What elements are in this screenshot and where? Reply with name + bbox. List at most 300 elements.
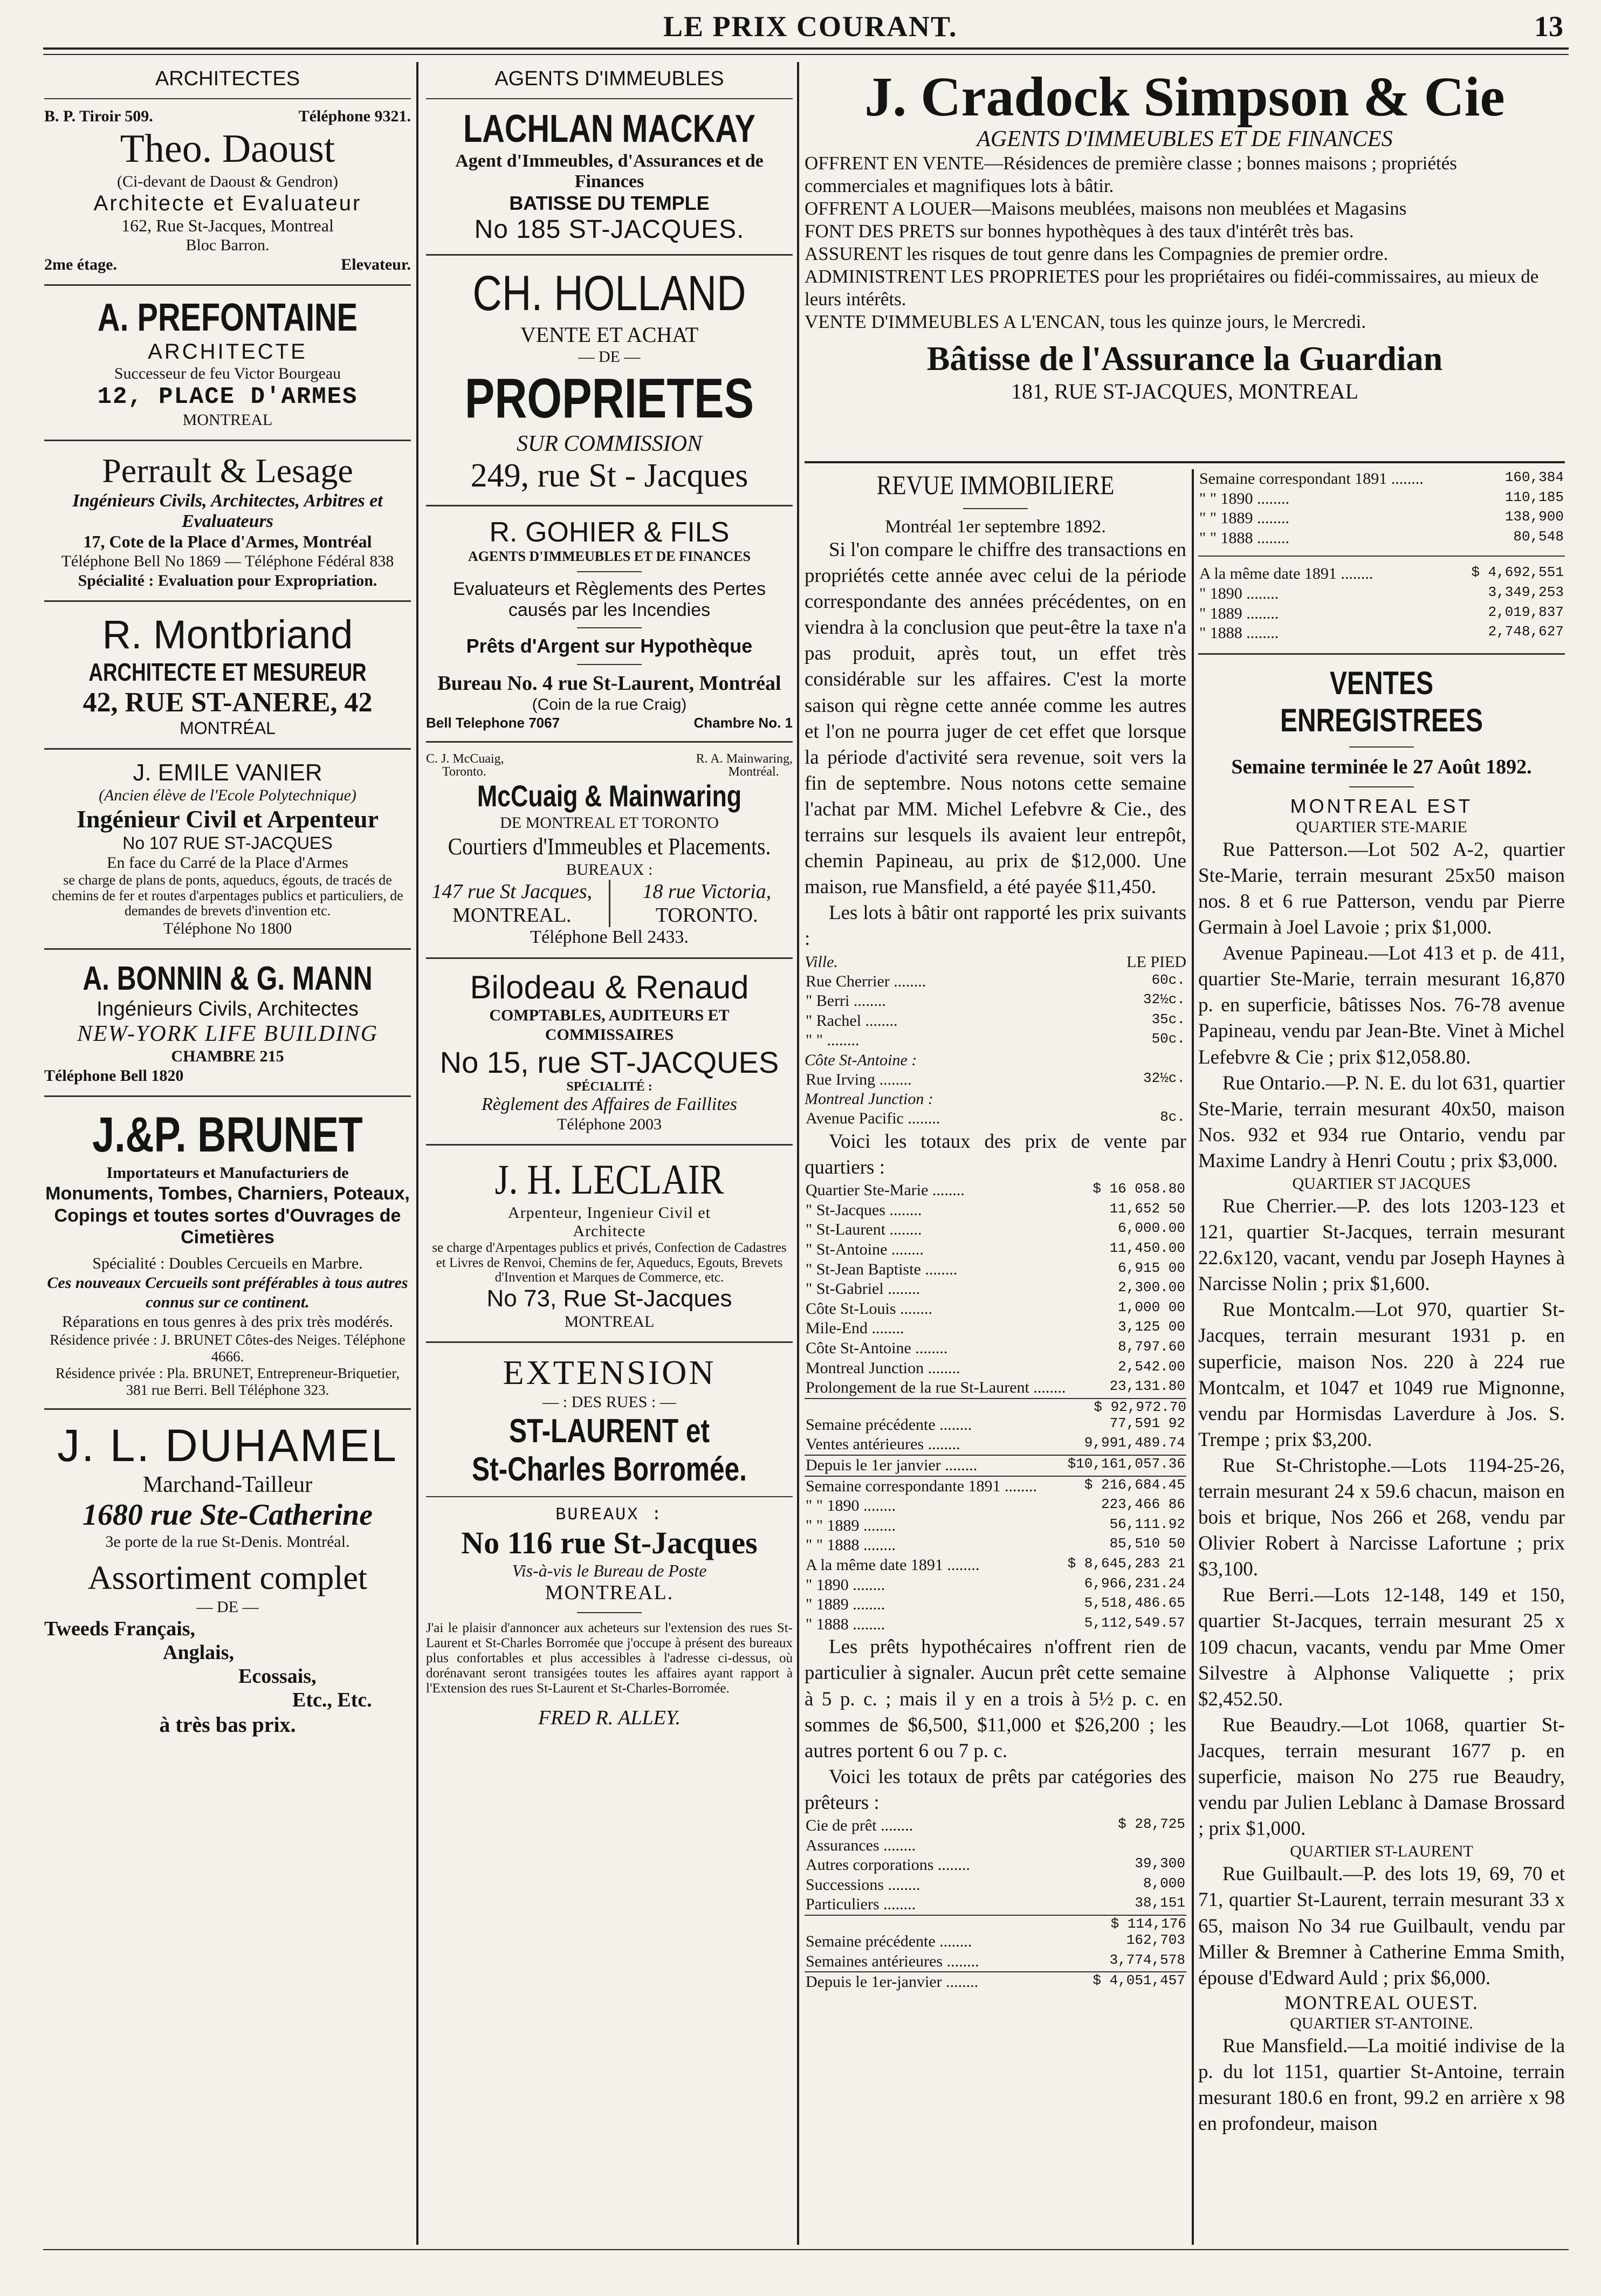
ad-leclair <box>426 1155 793 1332</box>
ad-tweeds-1: Tweeds Français, <box>44 1618 196 1641</box>
ad-address: 42, RUE ST-ANERE, 42 <box>83 687 373 718</box>
revue-paragraph-1: Si l'on compare le chiffre des transactions en propriétés cette année avec celui de la période correspondante des années précédentes, on en viendra à la conclusion que peut-être la taxe n'a pas produit, après tout, un effet très considérable sur les affaires. C'est la morte saison qui règne cette année comme les autres et l'on ne pourra juger de cet effet que lorsque la période d'activité sera revenue, soit vers la fin de septembre. Nous notons cette semaine l'achat par MM. Michel Lefebvre & Cie., des terrains sur lesquels ils avaient leur entrepôt, chemin Papineau, au prix de $12,000. Une maison, rue Mansfield, a été payée $11,450. <box>805 539 1186 899</box>
table-row <box>805 1972 1186 1992</box>
ad-title: Ingénieurs Civils, Architectes <box>97 997 359 1020</box>
partner-2: R. A. Mainwaring, <box>696 752 793 766</box>
divider <box>44 440 411 441</box>
row-value: 2,542.00 <box>1118 1358 1185 1375</box>
divider <box>577 571 642 572</box>
ad-building: NEW-YORK LIFE BUILDING <box>77 1021 379 1046</box>
row-label: Cie de prêt ........ <box>806 1816 913 1834</box>
correspondante-table <box>805 1477 1186 1555</box>
row-label: A la même date 1891 ........ <box>1199 565 1373 583</box>
table-row <box>805 1415 1186 1435</box>
table-row <box>805 1855 1186 1875</box>
divider <box>426 98 793 99</box>
sale-entry: Avenue Papineau.—Lot 413 et p. de 411, quartier Ste-Marie, terrain mesurant 16,870 p. en superficie, bâtisses Nos. 76-78 avenue Papineau, vendu par Jean-Bte. Vinet à Michel Lefebvre & Cie ; prix $12,058.80. <box>1198 942 1565 1068</box>
ad-address: No 116 rue St-Jacques <box>461 1525 758 1560</box>
ad-tweeds-4: Etc., Etc. <box>292 1689 372 1712</box>
ad-location: En face du Carré de la Place d'Armes <box>107 854 348 872</box>
column-rule-2 <box>797 62 799 2245</box>
ad-title: Architecte et Evaluateur <box>93 191 362 216</box>
revue-paragraph-4: Les prêts hypothécaires n'offrent rien de particulier à signaler. Aucun prêt cette semaine à 5 p. c. ; mais il y en a trois à 5½ p. c. en sommes de $6,500, $11,000 et $26,200 ; les autres portent 6 ou 7 p. c. <box>805 1636 1186 1762</box>
preteurs-precedent-table <box>805 1932 1186 1971</box>
ad-name: McCuaig & Mainwaring <box>477 779 742 813</box>
row-value: 1,000 00 <box>1118 1299 1185 1315</box>
quartier-heading: QUARTIER ST-ANTOINE. <box>1290 2014 1473 2032</box>
row-label: Semaine correspondant 1891 ........ <box>1199 470 1424 488</box>
ad-line-4: ASSURENT les risques de tout genre dans les Compagnies de premier ordre. <box>805 243 1389 265</box>
table-row <box>805 1615 1186 1635</box>
ad-former: (Ci-devant de Daoust & Gendron) <box>117 173 338 191</box>
row-value: 6,966,231.24 <box>1084 1575 1185 1592</box>
address-2: 18 rue Victoria, <box>642 880 772 903</box>
ad-corner: (Coin de la rue Craig) <box>532 696 687 714</box>
table-row <box>805 1109 1186 1129</box>
section-heading: VENTES ENREGISTREES <box>1280 664 1483 738</box>
ad-title-2: Architecte <box>573 1222 646 1240</box>
row-value: 3,774,578 <box>1109 1951 1185 1968</box>
table-row <box>1198 584 1565 604</box>
ad-line1: Importateurs et Manufacturiers de <box>106 1163 349 1182</box>
table-row <box>1198 509 1565 529</box>
table-row <box>805 1455 1186 1476</box>
ad-residence-2: Résidence privée : Pla. BRUNET, Entrepreneur-Briquetier, 381 rue Berri. Bell Téléphone 323. <box>55 1365 400 1399</box>
sale-entry: Rue Montcalm.—Lot 970, quartier St-Jacques, terrain mesurant 1931 p. en superficie, maison Nos. 220 à 224 rue Montcalm, et 1047 et 1049 rue Mignonne, vendu par Hormisdas Laverdure à Jos. S. Trempe ; prix $3,200. <box>1198 1299 1565 1451</box>
ad-title: ARCHITECTE ET MESUREUR <box>88 658 367 687</box>
table-row <box>1198 529 1565 549</box>
divider <box>577 664 642 665</box>
column-rule-3 <box>1192 469 1194 2245</box>
section-heading: REVUE IMMOBILIERE <box>876 470 1115 500</box>
preteurs-total: $ 114,176 <box>805 1915 1186 1932</box>
table-row <box>805 1435 1186 1455</box>
table-row <box>805 1220 1186 1240</box>
row-label: " " ........ <box>806 1031 860 1050</box>
depuis-table <box>805 1455 1186 1477</box>
table-row <box>1198 604 1565 624</box>
ad-address: No 15, rue ST-JACQUES <box>439 1045 779 1080</box>
row-value: 8c. <box>1160 1109 1185 1126</box>
row-value: 2,748,627 <box>1488 623 1564 640</box>
ad-city: MONTREAL <box>182 411 273 429</box>
ad-name: CH. HOLLAND <box>472 266 746 321</box>
ad-line-5: ADMINISTRENT LES PROPRIETES pour les propriétaires ou fidéi-commissaires, au mieux de leurs intérêts. <box>805 266 1539 310</box>
ad-signature: FRED R. ALLEY. <box>538 1706 681 1729</box>
page-number: 13 <box>1534 10 1563 43</box>
row-value: 2,019,837 <box>1488 604 1564 620</box>
ad-name: J. EMILE VANIER <box>133 759 322 786</box>
row-label: " St-Jacques ........ <box>806 1201 922 1219</box>
row-value: 8,000 <box>1143 1875 1185 1891</box>
partner-1-city: Toronto. <box>442 765 486 779</box>
ad-specialty: Spécialité : Doubles Cercueils en Marbre. <box>92 1255 363 1273</box>
row-label: Rue Irving ........ <box>806 1070 912 1088</box>
column-rule-1 <box>416 62 418 2245</box>
row-value: 38,151 <box>1135 1895 1185 1911</box>
ad-phones: Téléphone Bell No 1869 — Téléphone Fédéral 838 <box>61 552 394 571</box>
ad-sub: DE MONTREAL ET TORONTO <box>500 814 719 832</box>
quartier-heading: QUARTIER ST JACQUES <box>1292 1174 1471 1192</box>
divider <box>44 748 411 750</box>
ad-name: R. Montbriand <box>102 612 353 657</box>
ad-address: No 107 RUE ST-JACQUES <box>122 833 333 853</box>
top-meme-table <box>1198 564 1565 643</box>
preteurs-depuis-table <box>805 1971 1186 1992</box>
row-value: 11,450.00 <box>1109 1240 1185 1257</box>
row-label: Côte St-Antoine ........ <box>806 1339 948 1357</box>
row-label: Ventes antérieures ........ <box>806 1435 960 1454</box>
ad-line-2: St-Charles Borromée. <box>472 1450 747 1488</box>
row-value: 85,510 50 <box>1109 1536 1185 1552</box>
table-row <box>805 1536 1186 1555</box>
divider <box>426 505 793 506</box>
row-value: 50c. <box>1151 1031 1185 1047</box>
row-label: " 1890 ........ <box>1199 584 1279 602</box>
ad-bilodeau <box>426 969 793 1134</box>
ad-extension <box>426 1353 793 1730</box>
table-row <box>805 1555 1186 1575</box>
table-row <box>805 1816 1186 1836</box>
row-value: 5,518,486.65 <box>1084 1595 1185 1612</box>
row-value: $ 28,725 <box>1118 1815 1185 1832</box>
row-label: " 1888 ........ <box>806 1615 885 1633</box>
ad-de: — DE — <box>196 1598 259 1616</box>
row-label: " Rachel ........ <box>806 1011 898 1030</box>
table-row <box>1198 564 1565 584</box>
header-rule-thin <box>43 54 1569 55</box>
ad-title: Agent d'Immeubles, d'Assurances et de Finances <box>455 151 764 191</box>
row-value: $ 16 058.80 <box>1092 1181 1185 1197</box>
ad-sub: AGENTS D'IMMEUBLES ET DE FINANCES <box>977 127 1393 152</box>
row-value: 2,300.00 <box>1118 1279 1185 1296</box>
table-row <box>805 1575 1186 1595</box>
divider <box>963 508 1028 509</box>
ad-phone: Téléphone 2003 <box>556 1115 662 1134</box>
ad-desc: Règlement des Affaires de Faillites <box>481 1094 737 1115</box>
lots-table <box>805 972 1186 1051</box>
divider <box>1198 556 1565 557</box>
divider <box>44 284 411 286</box>
ad-line-1: ST-LAURENT et <box>509 1412 710 1450</box>
ad-line-1: OFFRENT EN VENTE—Résidences de première classe ; bonnes maisons ; propriétés commerciales et magnifiques lots à bâtir. <box>805 153 1457 197</box>
address-1-city: MONTREAL. <box>452 904 572 927</box>
ad-city: MONTRÉAL <box>180 718 276 738</box>
row-value: 32½c. <box>1143 991 1185 1008</box>
quartiers-total: $ 92,972.70 <box>805 1398 1186 1415</box>
column-architectes <box>44 67 411 2245</box>
ad-city: MONTREAL. <box>545 1581 674 1604</box>
ad-name: LACHLAN MACKAY <box>463 107 755 150</box>
row-value: 39,300 <box>1135 1855 1185 1872</box>
divider <box>1349 746 1414 748</box>
ad-bureaux: BUREAUX : <box>555 1504 663 1525</box>
row-value: 56,111.92 <box>1109 1516 1185 1532</box>
ad-name: J. H. LECLAIR <box>494 1156 724 1203</box>
table-row <box>805 1031 1186 1051</box>
ad-address: 1680 rue Ste-Catherine <box>82 1498 373 1532</box>
row-value: $ 8,645,283 21 <box>1067 1555 1185 1572</box>
ad-perrault <box>44 451 411 591</box>
ad-building: Bloc Barron. <box>185 236 270 255</box>
row-label: " " 1889 ........ <box>1199 509 1289 527</box>
divider <box>426 254 793 256</box>
elevator: Elevateur. <box>341 256 411 274</box>
ad-bonnin <box>44 959 411 1086</box>
row-label: A la même date 1891 ........ <box>806 1555 980 1574</box>
ad-gohier <box>426 516 793 731</box>
ad-desc: se charge d'Arpentages publics et privés, Confection de Cadastres et Livres de Renvoi, Chemins de fer, Aqueducs, Egouts, Brevets d'Invention et Marques de Commerce, etc. <box>432 1240 787 1285</box>
row-value: 8,797.60 <box>1118 1339 1185 1355</box>
divider <box>44 600 411 602</box>
ad-title: ARCHITECTE <box>148 340 307 364</box>
table-row <box>805 1070 1186 1090</box>
ad-residence-1: Résidence privée : J. BRUNET Côtes-des Neiges. Téléphone 4666. <box>50 1332 406 1365</box>
floor: 2me étage. <box>44 256 117 274</box>
divider <box>577 1612 642 1613</box>
ad-phone: Bell Telephone 7067 <box>426 715 560 731</box>
ad-title: Ingénieur Civil et Arpenteur <box>76 805 379 833</box>
table-row <box>805 1836 1186 1856</box>
ad-name: J. L. DUHAMEL <box>57 1420 398 1471</box>
row-label: Semaines antérieures ........ <box>806 1952 979 1970</box>
junction-table <box>805 1109 1186 1129</box>
table-row <box>805 1875 1186 1895</box>
ad-room: CHAMBRE 215 <box>171 1047 284 1065</box>
ad-line-2: OFFRENT A LOUER—Maisons meublées, maisons non meublées et Magasins <box>805 198 1407 220</box>
ad-note: Ces nouveaux Cercueils sont préférables à tous autres connus sur ce continent. <box>47 1274 408 1312</box>
row-label: " 1889 ........ <box>1199 604 1279 622</box>
row-value: 3,349,253 <box>1488 584 1564 600</box>
footer-rule <box>43 2249 1569 2250</box>
sale-entry: Rue Mansfield.—La moitié indivise de la p. du lot 1151, quartier St-Antoine, terrain mesurant 180.6 en front, 99.2 en arrière x 98 en profondeur, maison <box>1198 2034 1565 2135</box>
ad-cradock-simpson <box>805 67 1565 458</box>
divider <box>577 627 642 628</box>
table-row <box>805 1339 1186 1359</box>
ad-line-3: FONT DES PRETS sur bonnes hypothèques à des taux d'intérêt très bas. <box>805 221 1354 242</box>
page-header <box>43 5 1569 43</box>
cote-table <box>805 1070 1186 1090</box>
ad-mccuaig <box>426 752 793 948</box>
table-row <box>805 1240 1186 1260</box>
ad-line2: Monuments, Tombes, Charniers, Poteaux, Copings et toutes sortes d'Ouvrages de Cimetières <box>45 1183 410 1248</box>
cote-label: Côte St-Antoine : <box>805 1051 917 1069</box>
address-2-city: TORONTO. <box>655 904 758 927</box>
sale-entry: Rue Beaudry.—Lot 1068, quartier St-Jacques, terrain mesurant 1677 p. en superficie, maison No 275 rue Beaudry, vendu par Julien Leblanc à Damase Brossard ; prix $1,000. <box>1198 1714 1565 1840</box>
row-value: 160,384 <box>1504 469 1564 485</box>
ad-specialty: Spécialité : Evaluation pour Expropriation. <box>78 572 377 590</box>
row-label: " 1890 ........ <box>806 1575 885 1594</box>
ad-door: 3e porte de la rue St-Denis. Montréal. <box>105 1533 350 1551</box>
ad-tweeds-2: Anglais, <box>163 1641 234 1664</box>
ad-name: J. Cradock Simpson & Cie <box>864 66 1505 128</box>
row-label: Semaine précédente ........ <box>806 1415 972 1434</box>
ad-desc: J'ai le plaisir d'annoncer aux acheteurs sur l'extension des rues St-Laurent et St-Charles Borromée que j'occupe à présent des bureaux plus confortables et plus accessibles à l'adresse ci-dessus, où dorénavant seront transigées toutes les affaires ayant rapport à l'Extension des rues St-Laurent et St-Charles-Borromée. <box>426 1620 793 1696</box>
row-value: 3,125 00 <box>1118 1319 1185 1335</box>
row-label: Prolongement de la rue St-Laurent ........ <box>806 1379 1066 1397</box>
divider <box>426 957 793 959</box>
ad-address: 17, Cote de la Place d'Armes, Montréal <box>83 532 372 552</box>
column-ventes <box>1198 469 1565 2245</box>
ad-address: 162, Rue St-Jacques, Montreal <box>121 216 334 236</box>
divider <box>44 948 411 950</box>
sale-entry: Rue Berri.—Lots 12-148, 149 et 150, quartier St-Jacques, terrain mesurant 25 x 109 chacun, vacants, vendu par Mme Omer Silvestre à Alphonse Valiquette ; prix $2,452.50. <box>1198 1584 1565 1710</box>
ad-holland <box>426 265 793 495</box>
row-value: 11,652 50 <box>1109 1200 1185 1217</box>
table-row <box>805 991 1186 1011</box>
table-row <box>805 1279 1186 1299</box>
table-row <box>805 1260 1186 1280</box>
table-row <box>805 972 1186 992</box>
ad-title-1: Arpenteur, Ingenieur Civil et <box>507 1204 711 1222</box>
header-rule <box>43 47 1569 50</box>
sale-entry: Rue Cherrier.—P. des lots 1203-123 et 121, quartier St-Jacques, terrain mesurant 22.6x120, vacant, vendu par Joseph Haynes à Narcisse Nolin ; prix $1,600. <box>1198 1195 1565 1296</box>
ad-big: PROPRIETES <box>464 367 754 430</box>
ad-sub: — : DES RUES : — <box>542 1393 676 1411</box>
row-label: Rue Cherrier ........ <box>806 972 926 990</box>
ad-name: Perrault & Lesage <box>102 451 353 490</box>
ad-name: Theo. Daoust <box>120 127 335 171</box>
row-value: 60c. <box>1151 971 1185 988</box>
sale-entry: Rue Patterson.—Lot 502 A-2, quartier Ste-Marie, terrain mesurant 25x50 maison nos. 8 et 6 rue Patterson, vendu par Pierre Germain à Joel Lavoie ; prix $1,000. <box>1198 838 1565 939</box>
row-value: $10,161,057.36 <box>1067 1455 1185 1472</box>
table-row <box>805 1319 1186 1339</box>
row-label: Depuis le 1er-janvier ........ <box>806 1973 979 1991</box>
row-label: Assurances ........ <box>806 1836 916 1854</box>
row-label: " 1889 ........ <box>806 1595 885 1614</box>
telephone: Téléphone 9321. <box>298 107 411 125</box>
row-label: Semaine précédente ........ <box>806 1932 972 1950</box>
section-heading: AGENTS D'IMMEUBLES <box>494 67 724 90</box>
ad-bureau: Bureau No. 4 rue St-Laurent, Montréal <box>437 672 781 695</box>
table-row <box>805 1011 1186 1031</box>
table-row <box>805 1516 1186 1536</box>
table-row <box>805 1952 1186 1972</box>
sale-entry: Rue Ontario.—P. N. E. du lot 631, quartier Ste-Marie, terrain mesurant 40x50, maison Nos. 932 et 934 rue Ontario, vendu par Maxime Landry à Henri Coutu ; prix $3,000. <box>1198 1072 1565 1172</box>
ad-title: COMPTABLES, AUDITEURS ET COMMISSAIRES <box>489 1006 730 1044</box>
row-label: " " 1889 ........ <box>806 1516 896 1534</box>
ad-line-6: VENTE D'IMMEUBLES A L'ENCAN, tous les quinze jours, le Mercredi. <box>805 311 1366 333</box>
row-value: 110,185 <box>1504 489 1564 505</box>
meme-date-table <box>805 1555 1186 1634</box>
address-1: 147 rue St Jacques, <box>431 880 593 903</box>
ad-title: EXTENSION <box>503 1353 716 1392</box>
precedent-table <box>805 1415 1186 1455</box>
cradock-rule <box>805 461 1565 463</box>
ad-desc: Ingénieurs Civils, Architectes, Arbitres et Evaluateurs <box>72 491 383 532</box>
table-row <box>805 1201 1186 1221</box>
revue-paragraph-3: Voici les totaux des prix de vente par quartiers : <box>805 1130 1186 1179</box>
ad-spec: SPÉCIALITÉ : <box>566 1080 652 1094</box>
table-row <box>805 1359 1186 1379</box>
divider <box>1349 786 1414 787</box>
ad-address: 12, PLACE D'ARMES <box>97 383 358 411</box>
row-label: " Berri ........ <box>806 992 886 1010</box>
ville-label: Ville. <box>805 952 838 971</box>
ad-title: AGENTS D'IMMEUBLES ET DE FINANCES <box>468 549 751 564</box>
ad-title: Courtiers d'Immeubles et Placements. <box>448 833 771 860</box>
divider <box>426 1341 793 1343</box>
ad-name: R. GOHIER & FILS <box>489 517 730 548</box>
montreal-est: MONTREAL EST <box>1290 794 1473 817</box>
row-value: $ 4,692,551 <box>1471 564 1564 581</box>
row-value: 9,991,489.74 <box>1084 1435 1185 1451</box>
column-agents <box>426 67 793 2245</box>
partner-2-city: Montréal. <box>728 765 779 779</box>
row-value: 80,548 <box>1513 528 1564 545</box>
ad-name: J.&P. BRUNET <box>92 1107 363 1162</box>
quartiers-table <box>805 1181 1186 1398</box>
divider <box>1198 653 1565 655</box>
ad-building: Bâtisse de l'Assurance la Guardian <box>926 339 1443 378</box>
montreal-ouest: MONTREAL OUEST. <box>1284 1991 1479 2013</box>
ad-repairs: Réparations en tous genres à des prix très modérés. <box>62 1313 393 1331</box>
sale-entry: Rue St-Christophe.—Lots 1194-25-26, terrain mesurant 24 x 59.6 chacun, maison en bois et brique, Nos 266 et 268, vendu par Olivier Robert à Narcisse Lafortune ; prix $3,100. <box>1198 1454 1565 1581</box>
table-row <box>1198 623 1565 643</box>
le-pied-label: LE PIED <box>1126 952 1186 971</box>
ad-bureaux: BUREAUX : <box>566 861 653 879</box>
row-value: 6,000.00 <box>1118 1220 1185 1237</box>
row-label: Successions ........ <box>806 1875 920 1894</box>
divider <box>44 1095 411 1097</box>
row-label: Côte St-Louis ........ <box>806 1299 933 1318</box>
row-value: 23,131.80 <box>1109 1378 1185 1395</box>
top-correspondant-table <box>1198 469 1565 548</box>
ad-room: Chambre No. 1 <box>693 715 793 731</box>
row-label: " 1888 ........ <box>1199 624 1279 642</box>
ad-desc: Evaluateurs et Règlements des Pertes causés par les Incendies <box>452 579 766 621</box>
partner-1: C. J. McCuaig, <box>426 752 504 766</box>
ad-address: No 185 ST-JACQUES. <box>474 215 745 244</box>
row-label: Quartier Ste-Marie ........ <box>806 1181 965 1200</box>
ad-address: No 73, Rue St-Jacques <box>486 1285 732 1312</box>
divider <box>426 741 793 743</box>
divider <box>44 1408 411 1410</box>
revue-paragraph-2: Les lots à bâtir ont rapporté les prix suivants : <box>805 902 1186 950</box>
row-label: Autres corporations ........ <box>806 1856 970 1874</box>
row-label: " " 1890 ........ <box>1199 489 1289 508</box>
table-row <box>805 1895 1186 1915</box>
revue-date: Montréal 1er septembre 1892. <box>885 517 1106 537</box>
sale-entry: Rue Guilbault.—P. des lots 19, 69, 70 et 71, quartier St-Laurent, terrain mesurant 33 x 65, maison No 34 rue Guilbault, vendu par Miller & Bremner à Catherine Emma Smith, épouse d'Edward Auld ; prix $6,000. <box>1198 1863 1565 1989</box>
table-row <box>1198 469 1565 489</box>
ad-address: 181, RUE ST-JACQUES, MONTREAL <box>1011 379 1359 404</box>
row-value: 32½c. <box>1143 1070 1185 1086</box>
table-row <box>805 1932 1186 1952</box>
ad-name: A. BONNIN & G. MANN <box>83 959 373 997</box>
ad-brunet <box>44 1107 411 1399</box>
ad-tweeds-3: Ecossais, <box>238 1665 317 1688</box>
newspaper-title: LE PRIX COURANT. <box>663 10 958 43</box>
row-value: $ 4,051,457 <box>1092 1972 1185 1989</box>
quartier-heading: QUARTIER ST-LAURENT <box>1290 1842 1473 1861</box>
row-value: 162,703 <box>1126 1931 1185 1948</box>
ad-assortiment: Assortiment complet <box>87 1560 368 1597</box>
row-value: 138,900 <box>1504 509 1564 525</box>
table-row <box>805 1595 1186 1615</box>
section-heading: ARCHITECTES <box>155 67 300 90</box>
tiroir: B. P. Tiroir 509. <box>44 107 153 125</box>
ad-former: (Ancien élève de l'Ecole Polytechnique) <box>99 786 356 805</box>
row-label: " St-Jean Baptiste ........ <box>806 1260 958 1278</box>
row-label: " " 1888 ........ <box>1199 529 1289 547</box>
ad-mackay <box>426 107 793 244</box>
ad-phone: Téléphone No 1800 <box>163 919 292 937</box>
address-divider <box>609 880 610 927</box>
row-value: $ 216,684.45 <box>1084 1476 1185 1493</box>
junction-label: Montreal Junction : <box>805 1090 933 1108</box>
ad-address: 249, rue St - Jacques <box>470 457 748 494</box>
